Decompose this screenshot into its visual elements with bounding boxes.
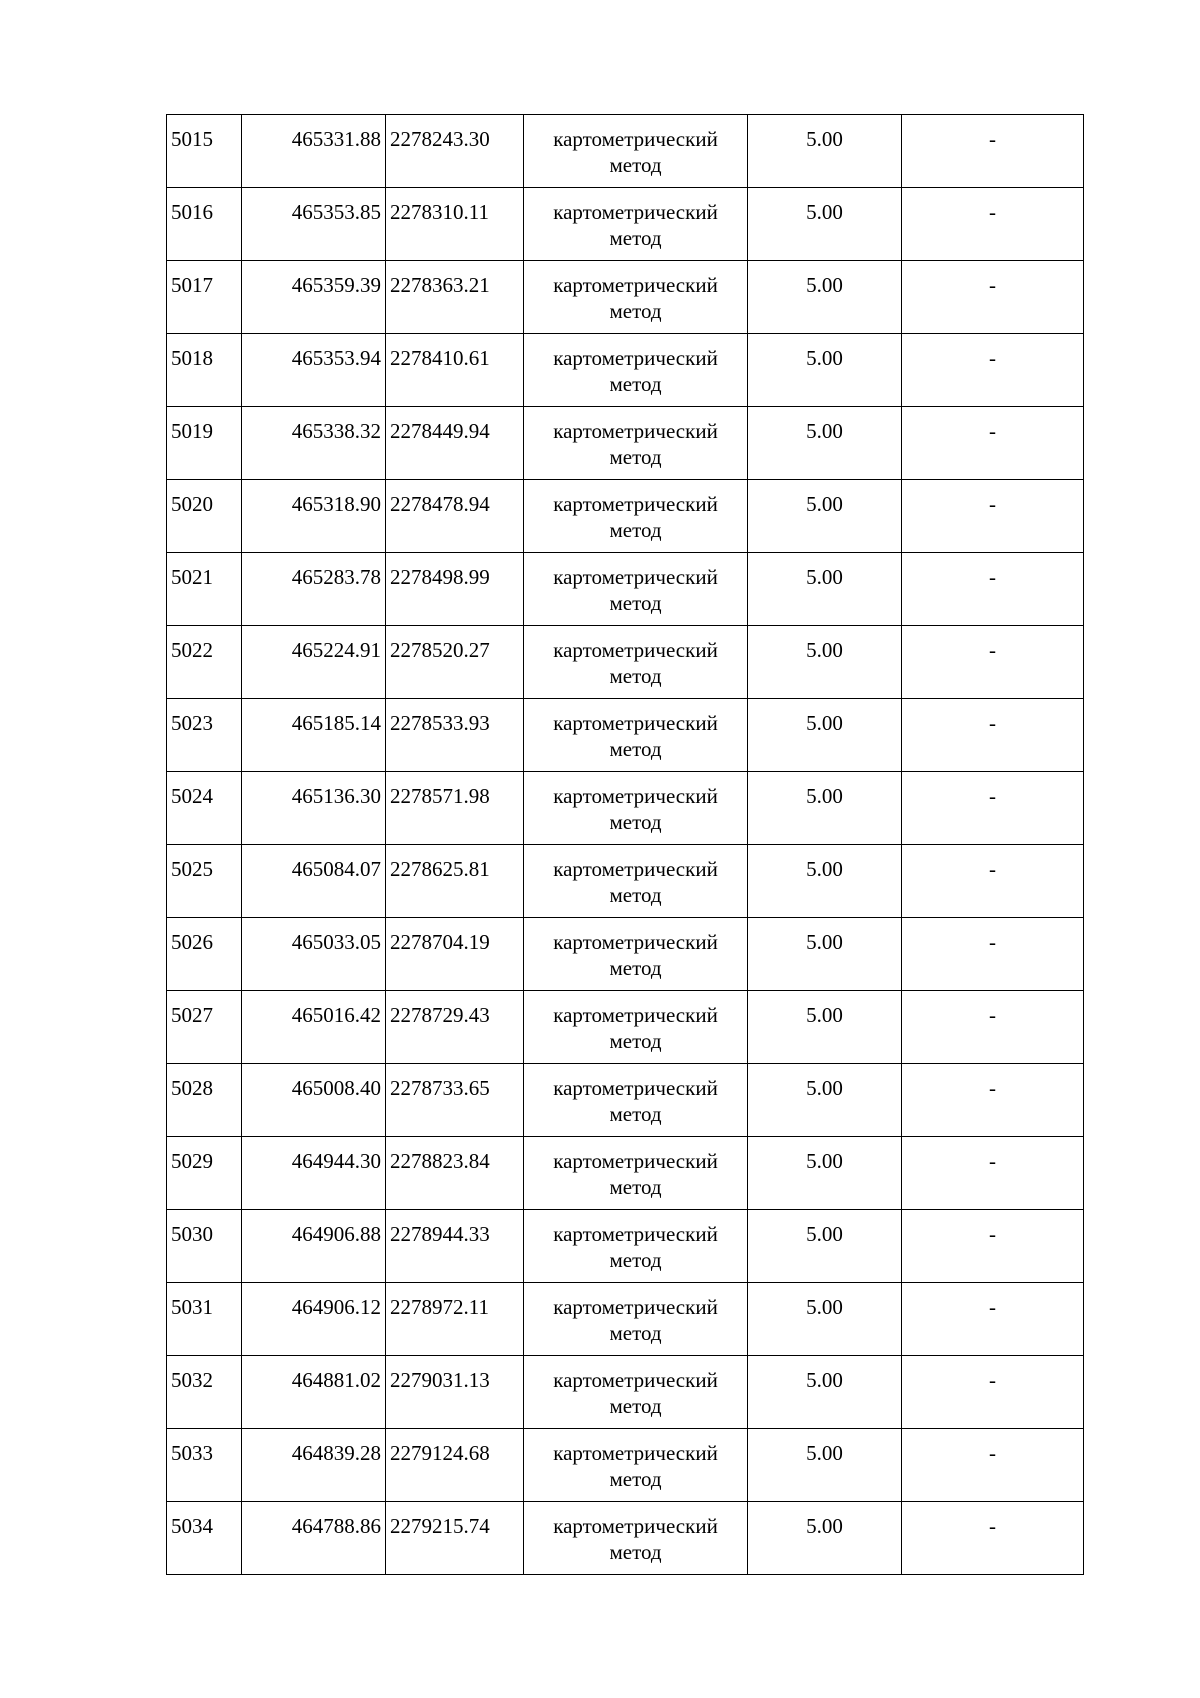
x-coordinate-cell: 465185.14 [242,699,386,772]
x-coordinate-cell: 465136.30 [242,772,386,845]
accuracy-cell: 5.00 [748,188,902,261]
y-coordinate-cell: 2278498.99 [386,553,524,626]
note-cell: - [902,1502,1084,1575]
method-cell: картометрический метод [524,1502,748,1575]
method-cell: картометрический метод [524,480,748,553]
point-number-cell: 5017 [167,261,242,334]
note-cell: - [902,626,1084,699]
x-coordinate-cell: 465084.07 [242,845,386,918]
accuracy-cell: 5.00 [748,261,902,334]
method-cell: картометрический метод [524,115,748,188]
y-coordinate-cell: 2278625.81 [386,845,524,918]
y-coordinate-cell: 2278520.27 [386,626,524,699]
y-coordinate-cell: 2278410.61 [386,334,524,407]
table-row [167,1356,1084,1429]
point-number-cell: 5034 [167,1502,242,1575]
table-row [167,699,1084,772]
accuracy-cell: 5.00 [748,699,902,772]
x-coordinate-cell: 465008.40 [242,1064,386,1137]
note-cell: - [902,845,1084,918]
point-number-cell: 5021 [167,553,242,626]
y-coordinate-cell: 2278823.84 [386,1137,524,1210]
accuracy-cell: 5.00 [748,1356,902,1429]
accuracy-cell: 5.00 [748,772,902,845]
accuracy-cell: 5.00 [748,115,902,188]
point-number-cell: 5026 [167,918,242,991]
point-number-cell: 5016 [167,188,242,261]
note-cell: - [902,334,1084,407]
method-cell: картометрический метод [524,334,748,407]
table-body [167,115,1084,1575]
method-cell: картометрический метод [524,553,748,626]
point-number-cell: 5027 [167,991,242,1064]
y-coordinate-cell: 2278972.11 [386,1283,524,1356]
table-row [167,334,1084,407]
method-cell: картометрический метод [524,188,748,261]
method-cell: картометрический метод [524,1356,748,1429]
x-coordinate-cell: 465016.42 [242,991,386,1064]
y-coordinate-cell: 2278310.11 [386,188,524,261]
accuracy-cell: 5.00 [748,480,902,553]
note-cell: - [902,1283,1084,1356]
accuracy-cell: 5.00 [748,626,902,699]
accuracy-cell: 5.00 [748,1210,902,1283]
x-coordinate-cell: 465353.85 [242,188,386,261]
note-cell: - [902,553,1084,626]
accuracy-cell: 5.00 [748,1064,902,1137]
note-cell: - [902,115,1084,188]
accuracy-cell: 5.00 [748,1283,902,1356]
table-row [167,772,1084,845]
note-cell: - [902,1064,1084,1137]
accuracy-cell: 5.00 [748,1502,902,1575]
point-number-cell: 5023 [167,699,242,772]
point-number-cell: 5030 [167,1210,242,1283]
table-row [167,1429,1084,1502]
x-coordinate-cell: 464839.28 [242,1429,386,1502]
method-cell: картометрический метод [524,1064,748,1137]
method-cell: картометрический метод [524,918,748,991]
table-row [167,1064,1084,1137]
x-coordinate-cell: 464944.30 [242,1137,386,1210]
y-coordinate-cell: 2278733.65 [386,1064,524,1137]
table-row [167,1502,1084,1575]
x-coordinate-cell: 464881.02 [242,1356,386,1429]
note-cell: - [902,918,1084,991]
y-coordinate-cell: 2278363.21 [386,261,524,334]
accuracy-cell: 5.00 [748,1429,902,1502]
x-coordinate-cell: 464788.86 [242,1502,386,1575]
note-cell: - [902,1137,1084,1210]
coordinates-table [166,114,1084,1575]
accuracy-cell: 5.00 [748,407,902,480]
table-row [167,553,1084,626]
x-coordinate-cell: 465033.05 [242,918,386,991]
method-cell: картометрический метод [524,991,748,1064]
accuracy-cell: 5.00 [748,1137,902,1210]
y-coordinate-cell: 2279215.74 [386,1502,524,1575]
y-coordinate-cell: 2278449.94 [386,407,524,480]
table-row [167,115,1084,188]
method-cell: картометрический метод [524,261,748,334]
method-cell: картометрический метод [524,699,748,772]
table-row [167,480,1084,553]
x-coordinate-cell: 465283.78 [242,553,386,626]
x-coordinate-cell: 465359.39 [242,261,386,334]
note-cell: - [902,1356,1084,1429]
method-cell: картометрический метод [524,1137,748,1210]
x-coordinate-cell: 465331.88 [242,115,386,188]
method-cell: картометрический метод [524,1283,748,1356]
accuracy-cell: 5.00 [748,918,902,991]
point-number-cell: 5025 [167,845,242,918]
y-coordinate-cell: 2279124.68 [386,1429,524,1502]
y-coordinate-cell: 2278571.98 [386,772,524,845]
point-number-cell: 5033 [167,1429,242,1502]
method-cell: картометрический метод [524,626,748,699]
method-cell: картометрический метод [524,407,748,480]
x-coordinate-cell: 465318.90 [242,480,386,553]
table-row [167,1137,1084,1210]
point-number-cell: 5024 [167,772,242,845]
table-row [167,1283,1084,1356]
point-number-cell: 5029 [167,1137,242,1210]
table-row [167,918,1084,991]
table-row [167,845,1084,918]
point-number-cell: 5015 [167,115,242,188]
note-cell: - [902,407,1084,480]
method-cell: картометрический метод [524,772,748,845]
point-number-cell: 5031 [167,1283,242,1356]
x-coordinate-cell: 465353.94 [242,334,386,407]
method-cell: картометрический метод [524,1429,748,1502]
x-coordinate-cell: 464906.12 [242,1283,386,1356]
note-cell: - [902,699,1084,772]
point-number-cell: 5032 [167,1356,242,1429]
accuracy-cell: 5.00 [748,991,902,1064]
table-row [167,626,1084,699]
note-cell: - [902,1210,1084,1283]
note-cell: - [902,480,1084,553]
table-row [167,1210,1084,1283]
note-cell: - [902,188,1084,261]
table-row [167,991,1084,1064]
note-cell: - [902,991,1084,1064]
y-coordinate-cell: 2278533.93 [386,699,524,772]
table-row [167,407,1084,480]
y-coordinate-cell: 2278478.94 [386,480,524,553]
method-cell: картометрический метод [524,1210,748,1283]
point-number-cell: 5019 [167,407,242,480]
y-coordinate-cell: 2278704.19 [386,918,524,991]
note-cell: - [902,772,1084,845]
method-cell: картометрический метод [524,845,748,918]
accuracy-cell: 5.00 [748,845,902,918]
accuracy-cell: 5.00 [748,553,902,626]
y-coordinate-cell: 2278243.30 [386,115,524,188]
table-row [167,188,1084,261]
x-coordinate-cell: 464906.88 [242,1210,386,1283]
point-number-cell: 5020 [167,480,242,553]
x-coordinate-cell: 465224.91 [242,626,386,699]
y-coordinate-cell: 2278729.43 [386,991,524,1064]
y-coordinate-cell: 2279031.13 [386,1356,524,1429]
point-number-cell: 5028 [167,1064,242,1137]
note-cell: - [902,1429,1084,1502]
point-number-cell: 5022 [167,626,242,699]
x-coordinate-cell: 465338.32 [242,407,386,480]
table-row [167,261,1084,334]
y-coordinate-cell: 2278944.33 [386,1210,524,1283]
point-number-cell: 5018 [167,334,242,407]
note-cell: - [902,261,1084,334]
accuracy-cell: 5.00 [748,334,902,407]
